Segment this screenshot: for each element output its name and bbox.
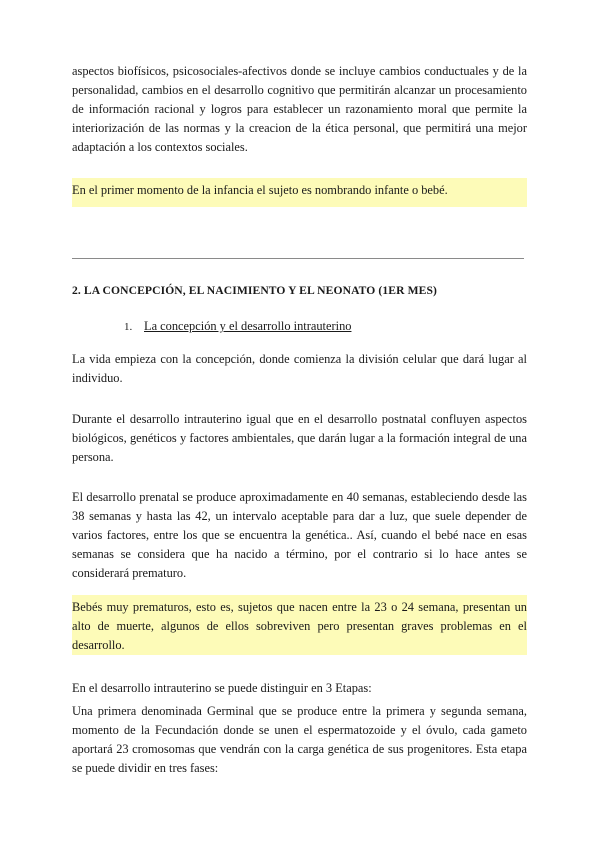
paragraph-etapas: En el desarrollo intrauterino se puede distinguir en 3 Etapas: — [72, 681, 372, 695]
paragraph-concepcion: La vida empieza con la concepción, donde comienza la división celular que dará lugar al individuo. — [72, 352, 527, 385]
paragraph-germinal: Una primera denominada Germinal que se produce entre la primera y segunda semana, momento de la Fecundación donde se unen el espermatozoide y el óvulo, cada gameto aportará 23 cromosomas que vendrán con la carga genética de sus progenitores. Esta etapa se puede dividir en tres fases: — [72, 704, 527, 775]
subsection-heading — [124, 317, 351, 337]
paragraph-intro: aspectos biofísicos, psicosociales-afectivos donde se incluye cambios conductuales y de la personalidad, cambios en el desarrollo cognitivo que permitirán alcanzar un procesamiento de información racional y logros para establecer un razonamiento moral que permite la interiorización de las normas y la creacion de la ética personal, que permitirá una mejor adaptación a los contextos sociales. — [72, 64, 527, 154]
subsection-number: 1. — [124, 321, 133, 333]
highlight-prematuros — [72, 595, 527, 655]
section-divider — [72, 258, 524, 259]
subsection-title: La concepción y el desarrollo intrauterino — [144, 319, 352, 333]
paragraph-desarrollo: Durante el desarrollo intrauterino igual que en el desarrollo postnatal confluyen aspectos biológicos, genéticos y factores ambientales, que darán lugar a la formación integral de una persona. — [72, 412, 527, 464]
highlight-prematuros-text: Bebés muy prematuros, esto es, sujetos que nacen entre la 23 o 24 semana, presentan un alto de muerte, algunos de ellos sobreviven pero presentan graves problemas en el desarrollo. — [72, 600, 527, 652]
section-heading: 2. LA CONCEPCIÓN, EL NACIMIENTO Y EL NEONATO (1ER MES) — [72, 284, 437, 297]
highlight-infancia-text: En el primer momento de la infancia el sujeto es nombrando infante o bebé. — [72, 183, 448, 197]
highlight-infancia — [72, 178, 527, 207]
paragraph-prenatal: El desarrollo prenatal se produce aproximadamente en 40 semanas, estableciendo desde las 38 semanas y hasta las 42, un intervalo aceptable para dar a luz, que suele depender de varios factores, entre los que se encuentra la genética.. Así, cuando el bebé nace en esas semanas se considera que ha nacido a término, por el contrario si lo hace antes se considerará prematuro. — [72, 490, 527, 580]
